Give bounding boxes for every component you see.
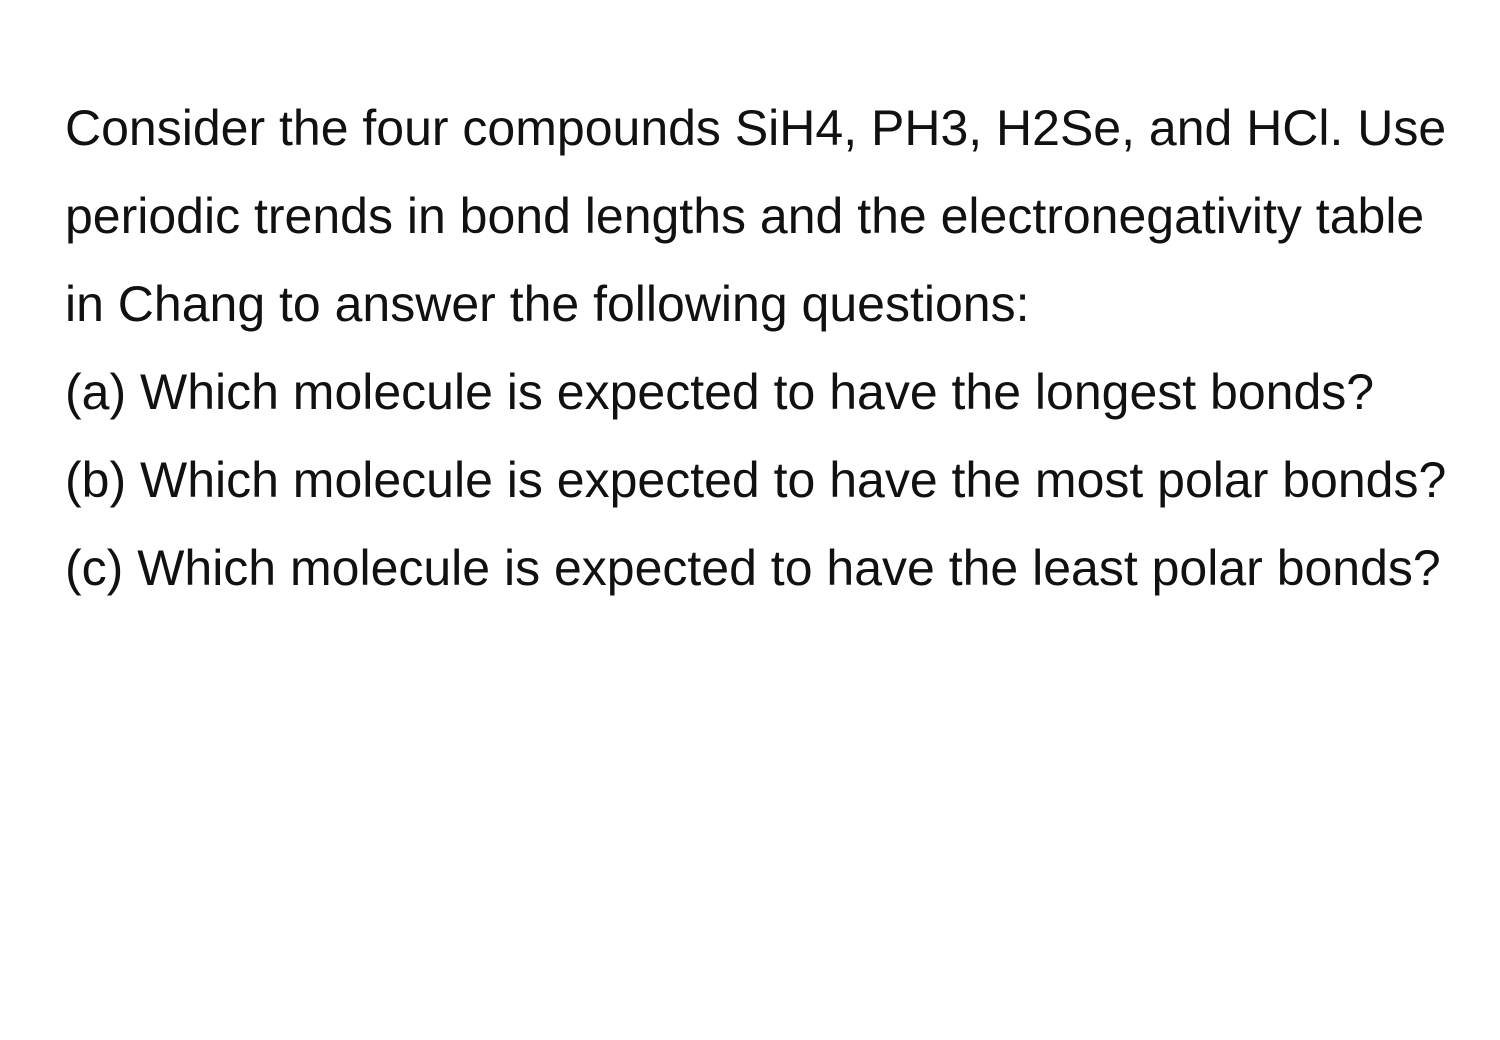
question-text	[65, 84, 1460, 612]
question-part-b: (b) Which molecule is expected to have the most polar bonds?	[65, 452, 1447, 508]
question-intro: Consider the four compounds SiH4, PH3, H2Se, and HCl. Use periodic trends in bond lengths and the electronegativity table in Chang to answer the following questions:	[65, 100, 1447, 332]
question-part-c: (c) Which molecule is expected to have the least polar bonds?	[65, 540, 1441, 596]
question-part-a: (a) Which molecule is expected to have the longest bonds?	[65, 364, 1375, 420]
